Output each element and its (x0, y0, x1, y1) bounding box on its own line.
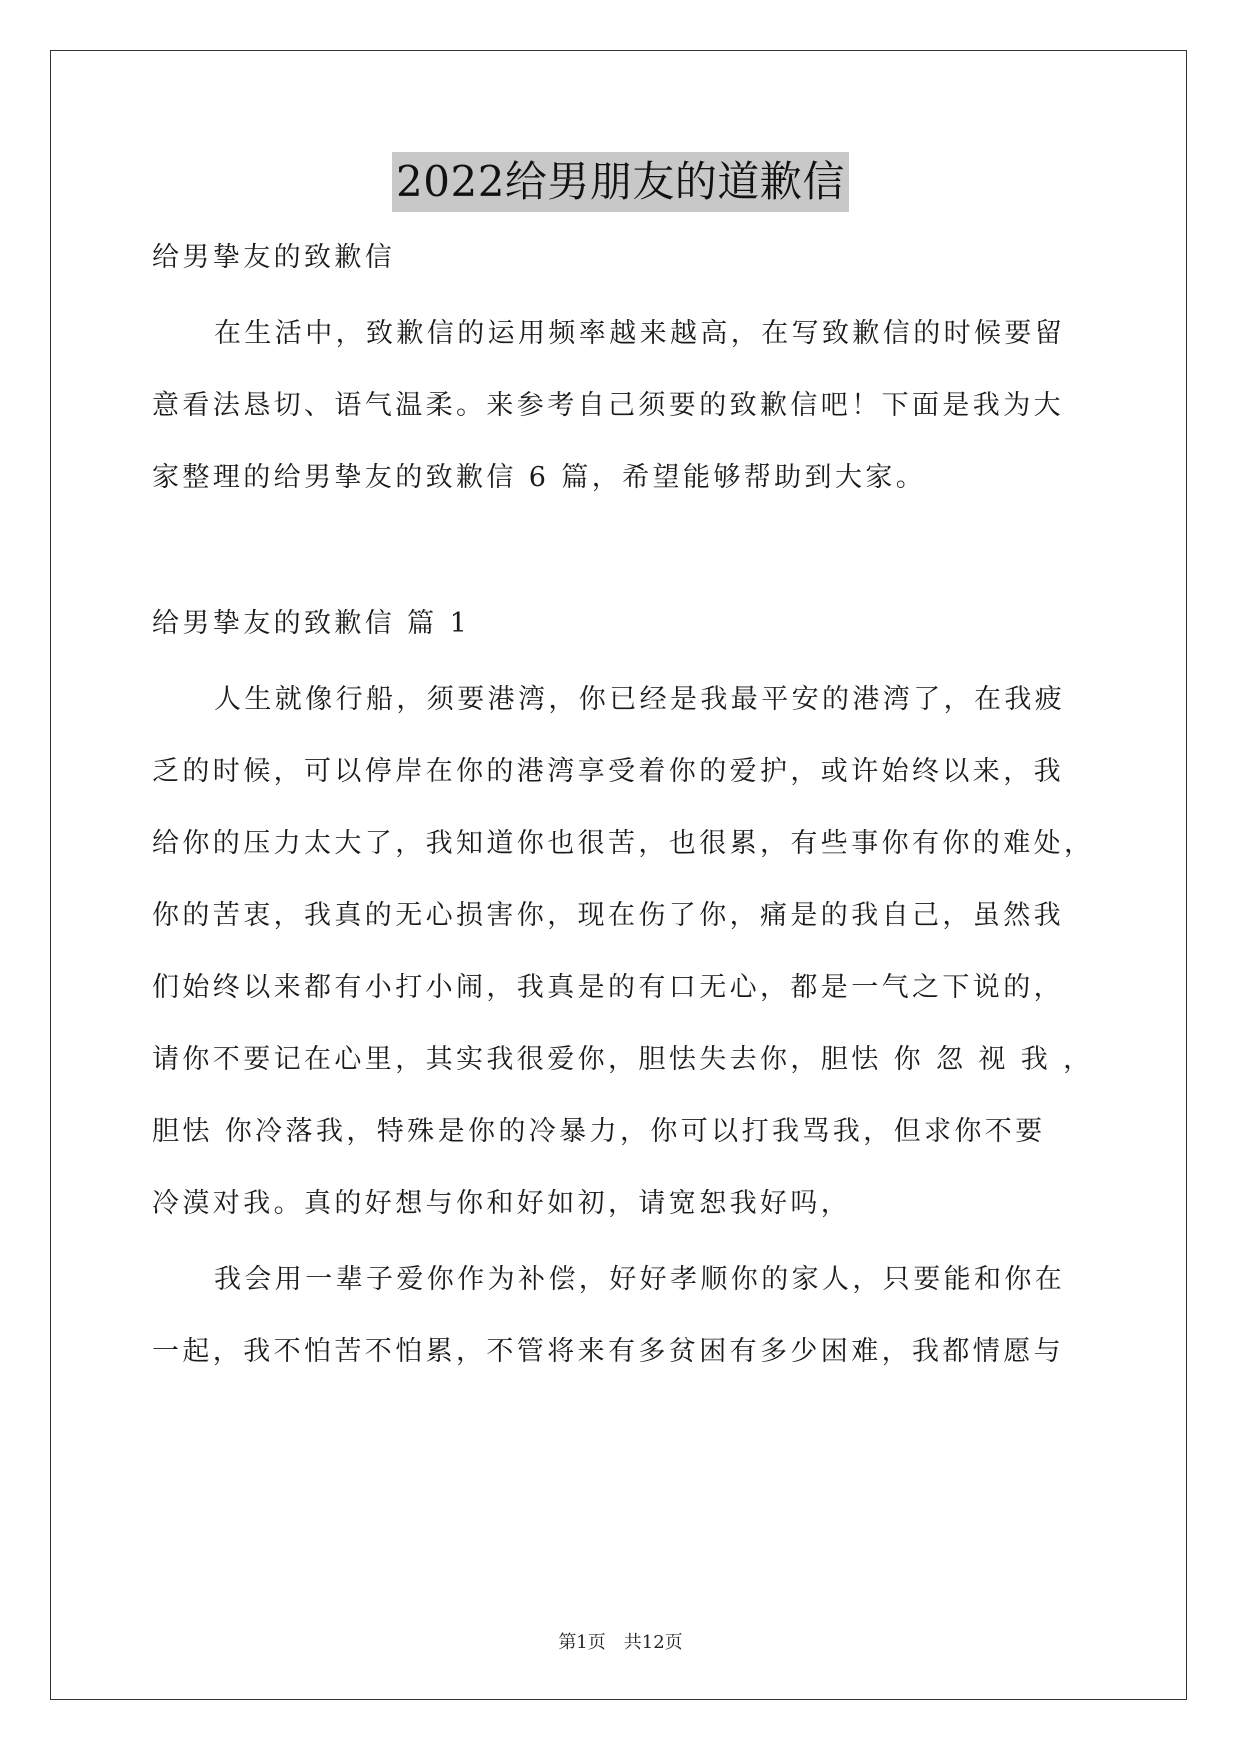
subtitle: 给男挚友的致歉信 (152, 242, 396, 273)
intro-line: 在生活中，致歉信的运用频率越来越高，在写致歉信的时候要留 (214, 318, 1066, 349)
section-heading: 给男挚友的致歉信 篇 1 (152, 608, 471, 639)
page-border (50, 50, 1187, 1700)
page-total: 共12页 (623, 1632, 683, 1653)
body-line: 给你的压力太大了，我知道你也很苦，也很累，有些事你有你的难处， (152, 828, 1095, 859)
body-line: 一起，我不怕苦不怕累，不管将来有多贫困有多少困难，我都情愿与 (152, 1336, 1064, 1367)
body-line: 我会用一辈子爱你作为补偿，好好孝顺你的家人，只要能和你在 (214, 1264, 1066, 1295)
intro-line: 意看法恳切、语气温柔。来参考自己须要的致歉信吧！下面是我为大 (152, 390, 1064, 421)
intro-line: 家整理的给男挚友的致歉信 6 篇，希望能够帮助到大家。 (152, 462, 927, 493)
body-line: 人生就像行船，须要港湾，你已经是我最平安的港湾了，在我疲 (214, 684, 1066, 715)
body-line: 冷漠对我。真的好想与你和好如初，请宽恕我好吗， (152, 1188, 852, 1219)
body-line: 们始终以来都有小打小闹，我真是的有口无心，都是一气之下说的， (152, 972, 1064, 1003)
body-line: 请你不要记在心里，其实我很爱你，胆怯失去你，胆怯 你 忽 视 我 ， (152, 1044, 1094, 1075)
page-number: 第1页 (558, 1632, 606, 1653)
document-title: 2022给男朋友的道歉信 (392, 152, 849, 212)
body-line: 你的苦衷，我真的无心损害你，现在伤了你，痛是的我自己，虽然我 (152, 900, 1064, 931)
title-container (0, 152, 1241, 212)
body-line: 胆怯 你冷落我，特殊是你的冷暴力，你可以打我骂我，但求你不要 (152, 1116, 1046, 1147)
page-footer (0, 1628, 1241, 1654)
body-line: 乏的时候，可以停岸在你的港湾享受着你的爱护，或许始终以来，我 (152, 756, 1064, 787)
